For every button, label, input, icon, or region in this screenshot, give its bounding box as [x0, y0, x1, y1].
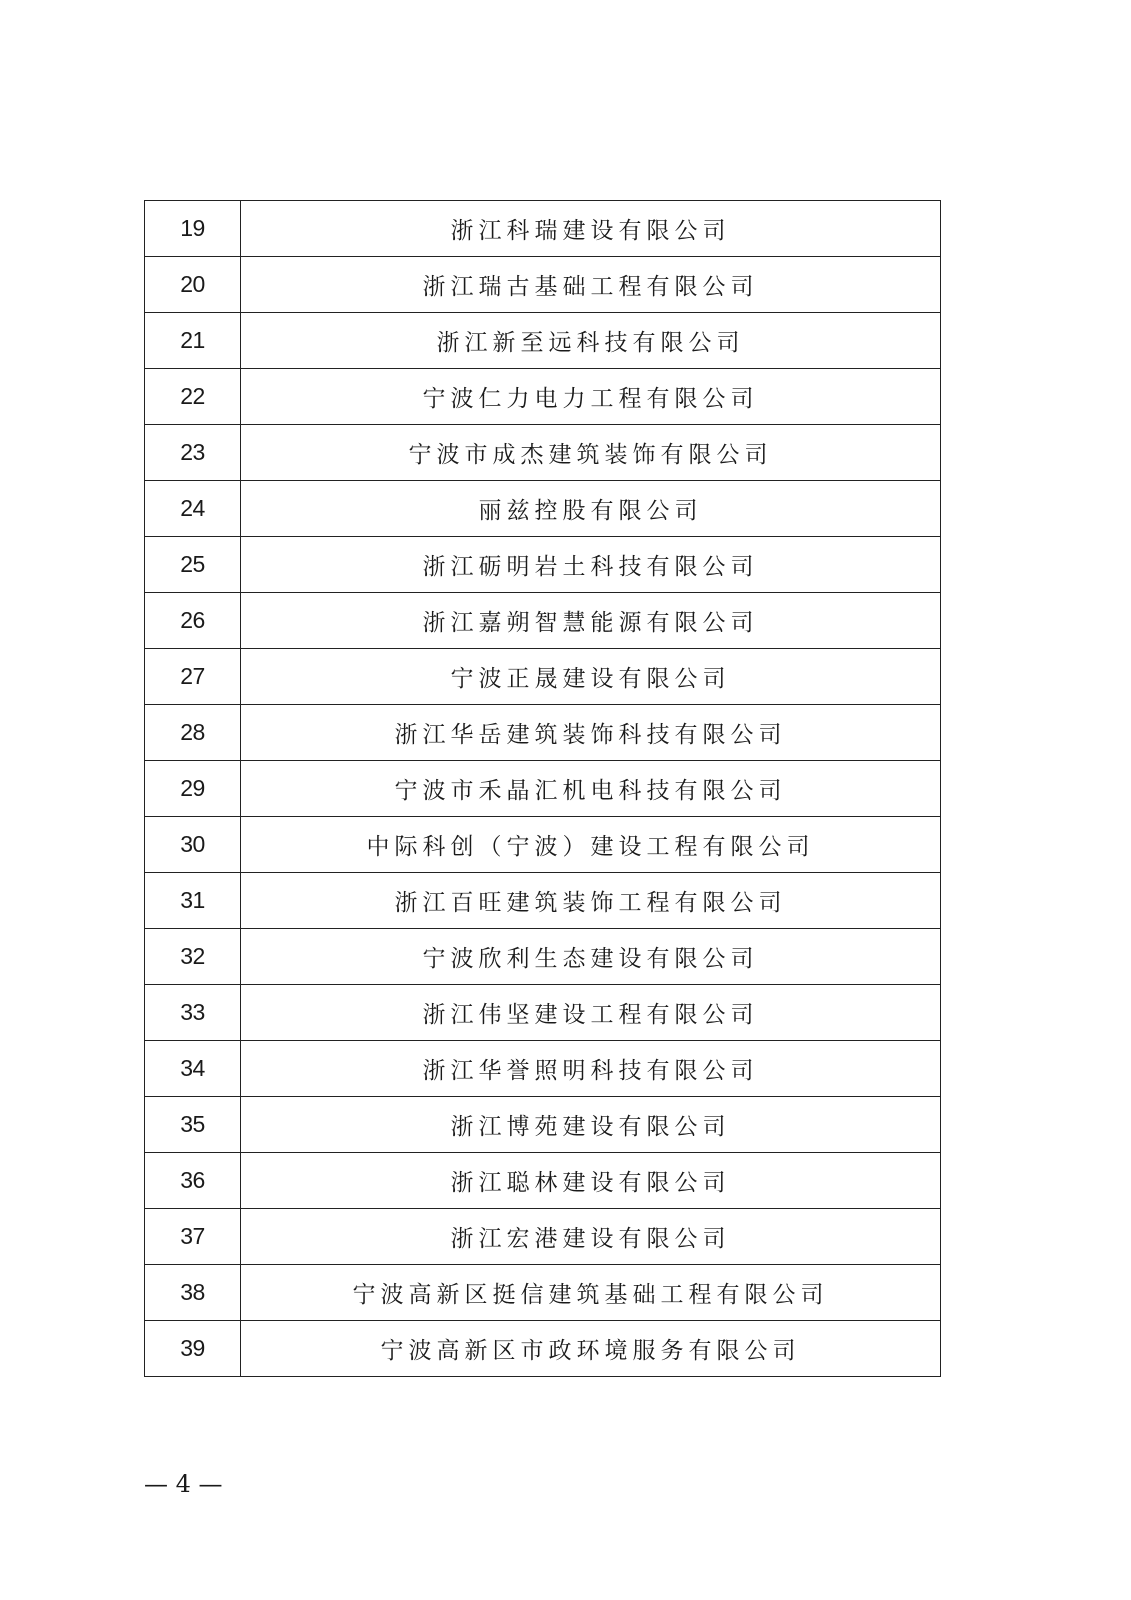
table-row [145, 1265, 941, 1321]
row-number-cell: 25 [145, 537, 241, 593]
company-name-cell: 浙江砺明岩土科技有限公司 [241, 537, 941, 593]
table-row [145, 1209, 941, 1265]
company-name-cell: 浙江华誉照明科技有限公司 [241, 1041, 941, 1097]
company-list-table [144, 200, 941, 1377]
row-number-cell: 32 [145, 929, 241, 985]
row-number-cell: 34 [145, 1041, 241, 1097]
table-row [145, 257, 941, 313]
row-number-cell: 23 [145, 425, 241, 481]
company-name-cell: 宁波市禾晶汇机电科技有限公司 [241, 761, 941, 817]
table-row [145, 1153, 941, 1209]
table-row [145, 425, 941, 481]
row-number-cell: 21 [145, 313, 241, 369]
table-row [145, 537, 941, 593]
company-name-cell: 浙江聪林建设有限公司 [241, 1153, 941, 1209]
company-name-cell: 浙江华岳建筑装饰科技有限公司 [241, 705, 941, 761]
table-row [145, 873, 941, 929]
table-row [145, 649, 941, 705]
company-name-cell: 中际科创（宁波）建设工程有限公司 [241, 817, 941, 873]
table-row [145, 1041, 941, 1097]
company-name-cell: 浙江伟坚建设工程有限公司 [241, 985, 941, 1041]
company-name-cell: 宁波市成杰建筑装饰有限公司 [241, 425, 941, 481]
row-number-cell: 22 [145, 369, 241, 425]
company-name-cell: 浙江博苑建设有限公司 [241, 1097, 941, 1153]
company-name-cell: 浙江新至远科技有限公司 [241, 313, 941, 369]
table-row [145, 369, 941, 425]
table-row [145, 481, 941, 537]
row-number-cell: 38 [145, 1265, 241, 1321]
company-name-cell: 浙江嘉朔智慧能源有限公司 [241, 593, 941, 649]
table-row [145, 593, 941, 649]
row-number-cell: 31 [145, 873, 241, 929]
row-number-cell: 26 [145, 593, 241, 649]
row-number-cell: 30 [145, 817, 241, 873]
company-name-cell: 宁波高新区市政环境服务有限公司 [241, 1321, 941, 1377]
company-name-cell: 宁波欣利生态建设有限公司 [241, 929, 941, 985]
table-row [145, 201, 941, 257]
row-number-cell: 24 [145, 481, 241, 537]
table-row [145, 313, 941, 369]
table-row [145, 1321, 941, 1377]
company-name-cell: 丽兹控股有限公司 [241, 481, 941, 537]
table-row [145, 1097, 941, 1153]
company-name-cell: 宁波仁力电力工程有限公司 [241, 369, 941, 425]
page-number: — 4 — [144, 1470, 223, 1498]
company-name-cell: 宁波高新区挺信建筑基础工程有限公司 [241, 1265, 941, 1321]
row-number-cell: 39 [145, 1321, 241, 1377]
row-number-cell: 35 [145, 1097, 241, 1153]
company-name-cell: 浙江百旺建筑装饰工程有限公司 [241, 873, 941, 929]
table-row [145, 817, 941, 873]
company-name-cell: 浙江瑞古基础工程有限公司 [241, 257, 941, 313]
row-number-cell: 37 [145, 1209, 241, 1265]
row-number-cell: 29 [145, 761, 241, 817]
table-row [145, 985, 941, 1041]
row-number-cell: 36 [145, 1153, 241, 1209]
row-number-cell: 27 [145, 649, 241, 705]
table-row [145, 761, 941, 817]
row-number-cell: 20 [145, 257, 241, 313]
row-number-cell: 33 [145, 985, 241, 1041]
company-list-body [145, 201, 941, 1377]
table-row [145, 929, 941, 985]
company-name-cell: 浙江科瑞建设有限公司 [241, 201, 941, 257]
table-row [145, 705, 941, 761]
company-name-cell: 浙江宏港建设有限公司 [241, 1209, 941, 1265]
row-number-cell: 28 [145, 705, 241, 761]
row-number-cell: 19 [145, 201, 241, 257]
company-name-cell: 宁波正晟建设有限公司 [241, 649, 941, 705]
